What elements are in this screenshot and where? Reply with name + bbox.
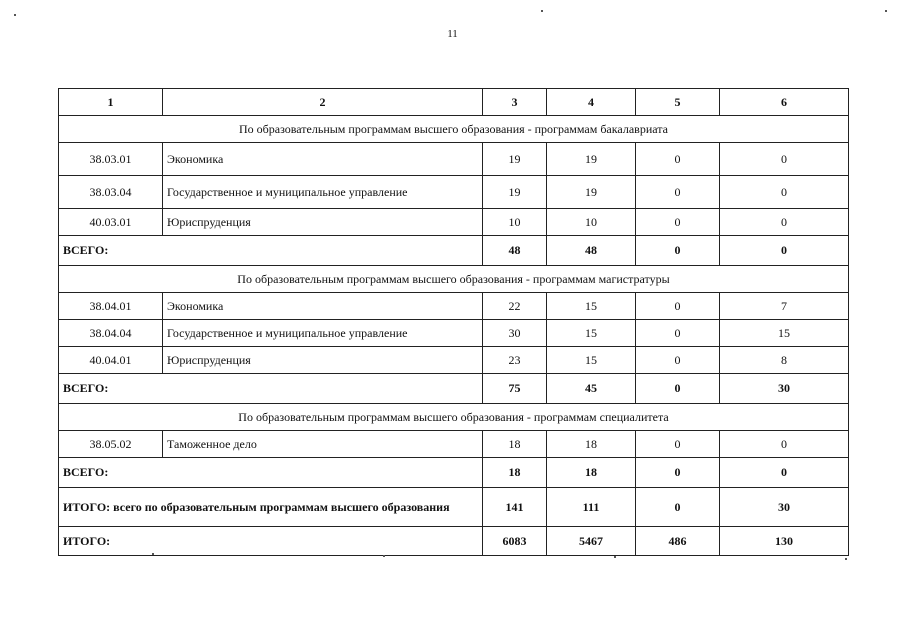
program-code: 38.03.04 [59, 176, 163, 209]
column-header-6: 6 [720, 89, 849, 116]
column-header-1: 1 [59, 89, 163, 116]
section-total-row [59, 236, 849, 266]
statistics-table [58, 88, 849, 556]
section-total-row [59, 458, 849, 488]
column-header-2: 2 [163, 89, 483, 116]
section-title: По образовательным программам высшего образования - программам бакалавриата [59, 116, 849, 143]
value-col3: 19 [483, 176, 547, 209]
value-col5: 0 [636, 431, 720, 458]
table-row [59, 143, 849, 176]
scan-speck [845, 558, 847, 560]
grand-total-higher-education-row [59, 488, 849, 527]
value-col3: 30 [483, 320, 547, 347]
total-col5: 0 [636, 236, 720, 266]
total-col6: 0 [720, 458, 849, 488]
grand-higher-col4: 111 [547, 488, 636, 527]
table-row [59, 347, 849, 374]
total-col4: 48 [547, 236, 636, 266]
grand-total-col4: 5467 [547, 527, 636, 556]
section-title: По образовательным программам высшего образования - программам магистратуры [59, 266, 849, 293]
value-col4: 15 [547, 347, 636, 374]
column-header-5: 5 [636, 89, 720, 116]
program-name: Экономика [163, 293, 483, 320]
value-col5: 0 [636, 176, 720, 209]
grand-total-row [59, 527, 849, 556]
value-col4: 19 [547, 143, 636, 176]
value-col6: 8 [720, 347, 849, 374]
table-row [59, 293, 849, 320]
page-number: 11 [447, 28, 458, 40]
section-header-master [59, 266, 849, 293]
program-name: Экономика [163, 143, 483, 176]
program-name: Таможенное дело [163, 431, 483, 458]
total-label: ВСЕГО: [59, 458, 483, 488]
grand-total-col3: 6083 [483, 527, 547, 556]
table-row [59, 209, 849, 236]
grand-higher-col6: 30 [720, 488, 849, 527]
value-col5: 0 [636, 209, 720, 236]
grand-total-label: ИТОГО: [59, 527, 483, 556]
grand-total-col6: 130 [720, 527, 849, 556]
section-header-specialist [59, 404, 849, 431]
column-header-4: 4 [547, 89, 636, 116]
value-col6: 0 [720, 209, 849, 236]
total-label: ВСЕГО: [59, 236, 483, 266]
value-col4: 15 [547, 320, 636, 347]
value-col3: 10 [483, 209, 547, 236]
total-col4: 18 [547, 458, 636, 488]
section-total-row [59, 374, 849, 404]
value-col5: 0 [636, 320, 720, 347]
program-code: 38.04.04 [59, 320, 163, 347]
scan-speck [14, 14, 16, 16]
value-col3: 23 [483, 347, 547, 374]
value-col5: 0 [636, 347, 720, 374]
total-col5: 0 [636, 458, 720, 488]
value-col4: 19 [547, 176, 636, 209]
total-label: ВСЕГО: [59, 374, 483, 404]
grand-higher-label: ИТОГО: всего по образовательным программам высшего образования [59, 488, 483, 527]
table-row [59, 320, 849, 347]
program-code: 38.03.01 [59, 143, 163, 176]
section-header-bachelor [59, 116, 849, 143]
value-col6: 0 [720, 176, 849, 209]
total-col5: 0 [636, 374, 720, 404]
value-col3: 18 [483, 431, 547, 458]
value-col6: 0 [720, 143, 849, 176]
program-name: Государственное и муниципальное управление [163, 176, 483, 209]
total-col3: 75 [483, 374, 547, 404]
value-col3: 22 [483, 293, 547, 320]
value-col4: 18 [547, 431, 636, 458]
table-row [59, 176, 849, 209]
grand-higher-col5: 0 [636, 488, 720, 527]
value-col6: 15 [720, 320, 849, 347]
total-col6: 0 [720, 236, 849, 266]
total-col6: 30 [720, 374, 849, 404]
program-code: 38.05.02 [59, 431, 163, 458]
program-name: Юриспруденция [163, 347, 483, 374]
column-number-row [59, 89, 849, 116]
scan-speck [885, 10, 887, 12]
value-col5: 0 [636, 143, 720, 176]
value-col3: 19 [483, 143, 547, 176]
value-col6: 0 [720, 431, 849, 458]
section-title: По образовательным программам высшего образования - программам специалитета [59, 404, 849, 431]
total-col4: 45 [547, 374, 636, 404]
total-col3: 18 [483, 458, 547, 488]
scan-speck [614, 556, 616, 558]
grand-higher-col3: 141 [483, 488, 547, 527]
program-code: 40.04.01 [59, 347, 163, 374]
value-col4: 10 [547, 209, 636, 236]
column-header-3: 3 [483, 89, 547, 116]
scan-speck [383, 555, 385, 557]
value-col4: 15 [547, 293, 636, 320]
total-col3: 48 [483, 236, 547, 266]
program-code: 38.04.01 [59, 293, 163, 320]
scan-speck [152, 553, 154, 555]
program-name: Юриспруденция [163, 209, 483, 236]
table-row [59, 431, 849, 458]
scan-speck [541, 10, 543, 12]
program-name: Государственное и муниципальное управление [163, 320, 483, 347]
program-code: 40.03.01 [59, 209, 163, 236]
grand-total-col5: 486 [636, 527, 720, 556]
value-col5: 0 [636, 293, 720, 320]
value-col6: 7 [720, 293, 849, 320]
